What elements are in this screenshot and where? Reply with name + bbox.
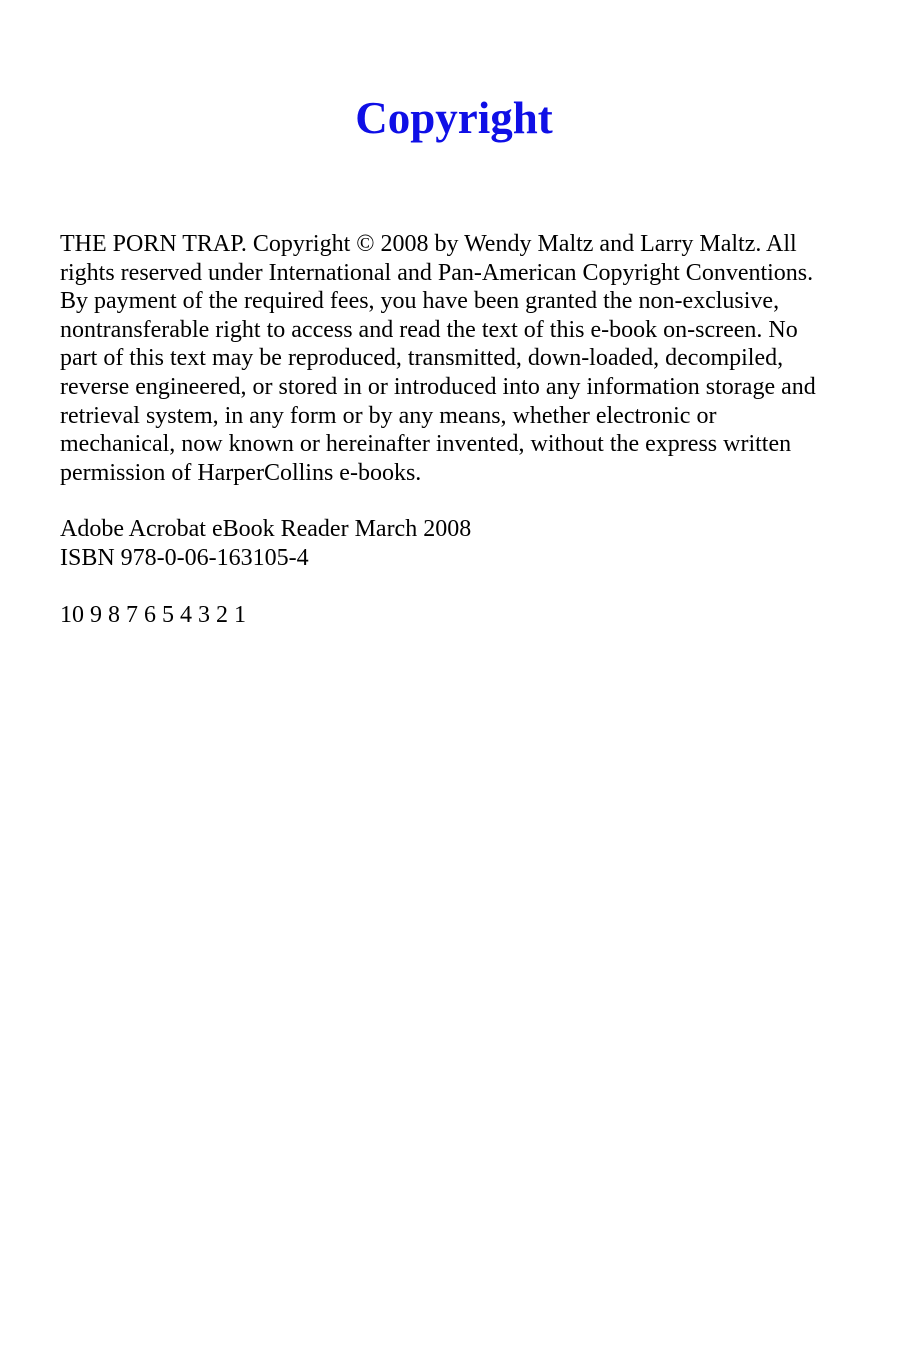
copyright-line: By payment of the required fees, you have been granted the non-exclusive, [60, 288, 780, 315]
copyright-line: permission of HarperCollins e-books. [60, 459, 422, 486]
isbn-line: ISBN 978-0-06-163105-4 [60, 544, 309, 571]
edition-info [60, 515, 848, 572]
printing-line: 10 9 8 7 6 5 4 3 2 1 [60, 601, 246, 628]
copyright-line: mechanical, now known or hereinafter invented, without the express written [60, 431, 792, 458]
copyright-line: nontransferable right to access and read the text of this e-book on-screen. No [60, 316, 798, 343]
copyright-notice [60, 230, 848, 487]
copyright-line: reverse engineered, or stored in or introduced into any information storage and [60, 373, 816, 400]
copyright-line: rights reserved under International and Pan-American Copyright Conventions. [60, 259, 814, 286]
edition-line: Adobe Acrobat eBook Reader March 2008 [60, 516, 472, 543]
copyright-line: THE PORN TRAP. Copyright © 2008 by Wendy Maltz and Larry Maltz. All [60, 231, 797, 257]
copyright-line: part of this text may be reproduced, transmitted, down-loaded, decompiled, [60, 345, 784, 372]
page-title: Copyright [355, 93, 553, 143]
copyright-line: retrieval system, in any form or by any means, whether electronic or [60, 402, 717, 429]
